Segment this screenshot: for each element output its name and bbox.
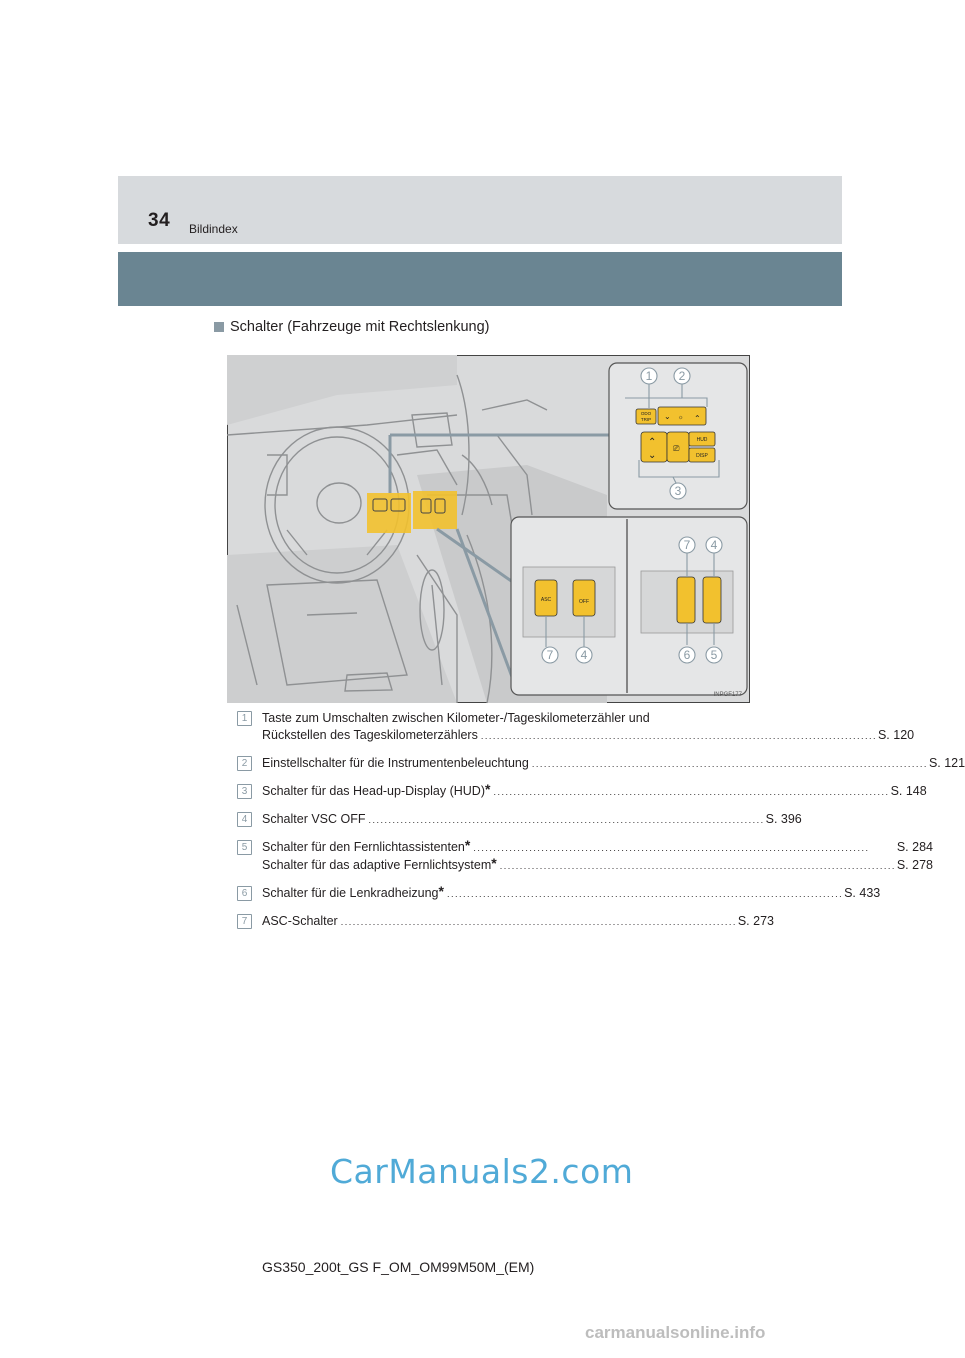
list-item bbox=[237, 883, 881, 903]
chevron-up-icon: ⌃ bbox=[648, 437, 657, 448]
item-text: Schalter für die Lenkradheizung* bbox=[262, 883, 444, 900]
watermark: CarManuals2.com bbox=[330, 1152, 634, 1191]
switch-illustration bbox=[227, 355, 750, 703]
item-number: 1 bbox=[237, 711, 252, 726]
subheading bbox=[214, 319, 490, 335]
reference-list bbox=[237, 710, 965, 941]
list-item bbox=[237, 837, 933, 875]
page-reference-link[interactable]: S. 284 bbox=[896, 840, 933, 854]
leader-dots bbox=[369, 811, 763, 829]
callout-4: 4 bbox=[710, 538, 718, 552]
item-number: 7 bbox=[237, 914, 252, 929]
section-title: Bildindex bbox=[189, 222, 238, 236]
chevron-down-icon: ⌄ bbox=[664, 412, 671, 421]
hud-icon: ⎚ bbox=[673, 444, 680, 453]
item-number: 5 bbox=[237, 840, 252, 855]
header-band bbox=[118, 252, 842, 306]
footer-site: carmanualsonline.info bbox=[585, 1323, 766, 1342]
callout-3: 3 bbox=[674, 484, 682, 498]
item-line bbox=[262, 727, 914, 745]
subheading-text: Schalter (Fahrzeuge mit Rechtslenkung) bbox=[230, 319, 490, 335]
item-text: Rückstellen des Tageskilometerzählers bbox=[262, 728, 478, 742]
footnote-star: * bbox=[438, 883, 444, 899]
page-number: 34 bbox=[148, 210, 171, 231]
leader-dots bbox=[473, 839, 894, 857]
page-reference-link[interactable]: S. 273 bbox=[737, 914, 774, 928]
chevron-down-icon: ⌄ bbox=[648, 450, 657, 461]
callout-5: 5 bbox=[710, 648, 718, 662]
item-line bbox=[262, 839, 933, 857]
page-reference-link[interactable]: S. 121 bbox=[928, 756, 965, 770]
item-line bbox=[262, 811, 802, 829]
item-text: Einstellschalter für die Instrumentenbeleuchtung bbox=[262, 756, 529, 770]
item-text: ASC-Schalter bbox=[262, 914, 338, 928]
callout-1: 1 bbox=[645, 369, 653, 383]
callout-7: 7 bbox=[683, 538, 691, 552]
list-item bbox=[237, 811, 802, 829]
item-number: 4 bbox=[237, 812, 252, 827]
item-text: Taste zum Umschalten zwischen Kilometer-/Tageskilometerzähler und bbox=[262, 711, 650, 725]
leader-dots bbox=[447, 885, 841, 903]
callout-4: 4 bbox=[580, 648, 588, 662]
footnote-star: * bbox=[485, 781, 491, 797]
trip-label: TRIP bbox=[640, 417, 652, 422]
leader-dots bbox=[341, 913, 735, 931]
footnote-star: * bbox=[464, 837, 471, 853]
page-reference-link[interactable]: S. 278 bbox=[896, 858, 933, 872]
list-item bbox=[237, 913, 774, 931]
brightness-icon: ☼ bbox=[678, 415, 684, 421]
list-item bbox=[237, 781, 927, 801]
disp-label: DISP bbox=[696, 453, 708, 459]
square-bullet-icon bbox=[214, 322, 224, 332]
hud-label: HUD bbox=[696, 437, 708, 443]
leader-dots bbox=[532, 755, 926, 773]
item-line bbox=[262, 755, 965, 773]
leader-dots bbox=[500, 857, 894, 875]
item-text: Schalter für das adaptive Fernlichtsystem* bbox=[262, 855, 497, 872]
item-number: 3 bbox=[237, 784, 252, 799]
asc-label: ASC bbox=[540, 597, 552, 603]
page-reference-link[interactable]: S. 148 bbox=[890, 784, 927, 798]
item-line bbox=[262, 913, 774, 931]
item-text: Schalter VSC OFF bbox=[262, 812, 366, 826]
list-item bbox=[237, 755, 965, 773]
chevron-up-icon: ⌃ bbox=[694, 414, 701, 423]
callout-7: 7 bbox=[546, 648, 554, 662]
off-label: OFF bbox=[579, 599, 589, 605]
item-line bbox=[262, 857, 933, 875]
item-line bbox=[262, 710, 914, 727]
item-text: Schalter für das Head-up-Display (HUD)* bbox=[262, 781, 491, 798]
callout-6: 6 bbox=[683, 648, 691, 662]
item-number: 2 bbox=[237, 756, 252, 771]
leader-dots bbox=[481, 727, 875, 745]
footnote-star: * bbox=[491, 855, 497, 871]
leader-dots bbox=[493, 783, 887, 801]
page-reference-link[interactable]: S. 120 bbox=[877, 728, 915, 742]
list-item bbox=[237, 710, 915, 745]
item-line bbox=[262, 783, 927, 801]
image-code: INPGF177 bbox=[713, 692, 742, 698]
odo-label: ODO bbox=[640, 411, 652, 416]
callout-2: 2 bbox=[678, 369, 686, 383]
item-number: 6 bbox=[237, 886, 252, 901]
item-line bbox=[262, 885, 880, 903]
footer-code: GS350_200t_GS F_OM_OM99M50M_(EM) bbox=[262, 1259, 535, 1275]
page-reference-link[interactable]: S. 396 bbox=[765, 812, 802, 826]
page-reference-link[interactable]: S. 433 bbox=[844, 886, 881, 900]
item-text: Schalter für den Fernlichtassistenten* bbox=[262, 837, 471, 854]
